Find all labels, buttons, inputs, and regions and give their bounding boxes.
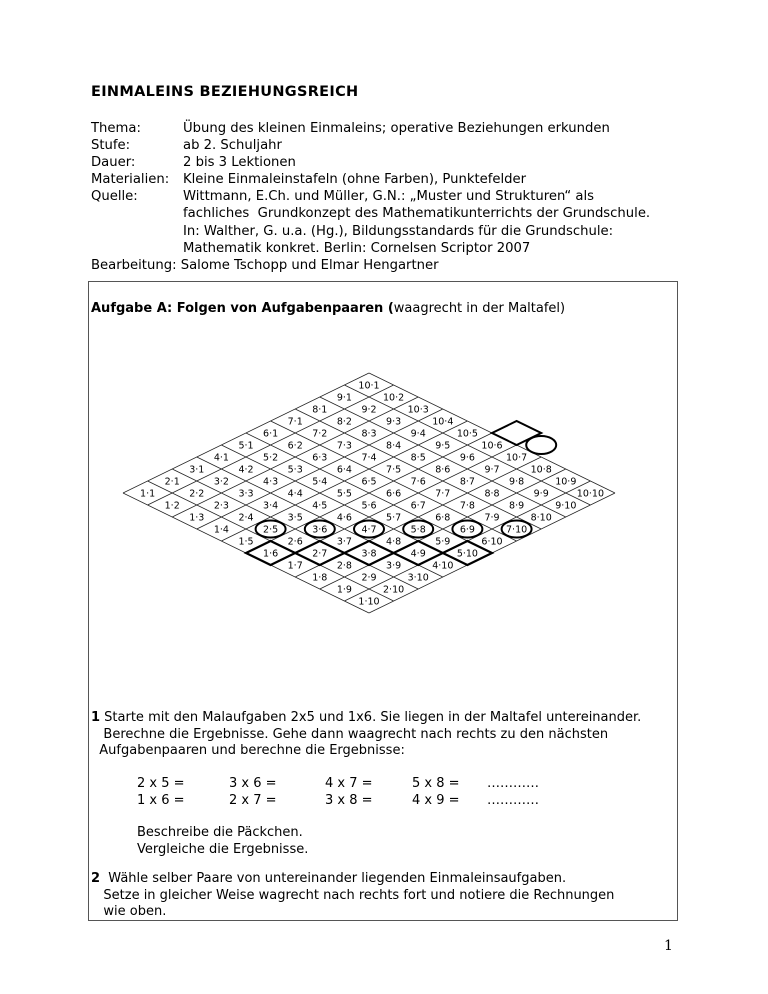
table-cell-label: 10·5 [456,428,478,440]
table-cell-label: 7·7 [435,488,451,500]
meta-value: 2 bis 3 Lektionen [183,155,296,171]
meta-value: Übung des kleinen Einmaleins; operative Beziehungen erkunden [183,121,610,136]
table-cell-label: 6·4 [336,464,352,476]
table-cell-label: 9·7 [484,464,500,476]
meta-value: ab 2. Schuljahr [183,138,282,154]
table-cell-label: 4·2 [238,464,254,476]
table-cell-label: 3·3 [238,488,254,500]
question-text: Aufgabenpaaren und berechne die Ergebnisse: [91,743,405,758]
equation: 2 x 7 = [229,793,277,808]
meta-value: In: Walther, G. u.a. (Hg.), Bildungsstandards für die Grundschule: [183,223,614,239]
table-cell-label: 7·5 [386,464,402,476]
table-cell-label: 10·6 [481,440,503,452]
meta-stufe [91,137,650,154]
table-cell-label: 2·7 [312,548,328,560]
table-cell-label: 5·2 [263,452,279,464]
table-cell-label: 10·2 [383,392,405,404]
meta-value: Wittmann, E.Ch. und Müller, G.N.: „Muster und Strukturen“ als [183,189,595,205]
table-cell-label: 9·3 [386,416,402,428]
table-cell-label: 7·1 [287,416,303,428]
table-cell-label: 4·7 [361,524,377,536]
meta-value: Mathematik konkret. Berlin: Cornelsen Scriptor 2007 [183,240,531,256]
table-cell-label: 3·2 [213,476,229,488]
table-cell-label: 5·10 [456,548,478,560]
table-cell-label: 3·9 [386,560,402,572]
equation: ………… [487,793,539,808]
table-cell-label: 5·5 [336,488,352,500]
table-cell-label: 10·8 [530,464,552,476]
note-line: Vergleiche die Ergebnisse. [137,842,309,857]
table-cell-label: 7·8 [459,500,475,512]
page-number: 1 [664,938,673,954]
meta-dauer [91,154,650,171]
table-cell-label: 4·9 [410,548,426,560]
table-cell-label: 6·7 [410,500,426,512]
question-text: Starte mit den Malaufgaben 2x5 und 1x6. Sie liegen in der Maltafel untereinander. [100,710,642,725]
table-cell-label: 9·6 [459,452,475,464]
table-cell-label: 7·2 [312,428,328,440]
table-cell-label: 8·9 [509,500,525,512]
table-cell-label: 8·3 [361,428,377,440]
table-cell-label: 3·10 [407,572,429,584]
meta-thema [91,120,650,137]
question-text: Setze in gleicher Weise wagrecht nach rechts fort und notiere die Rechnungen [91,887,615,903]
table-cell-label: 1·10 [358,596,380,608]
meta-label: Stufe: [91,138,131,154]
meta-block [91,120,650,274]
table-cell-label: 10·9 [555,476,577,488]
table-cell-label: 6·3 [312,452,328,464]
table-cell-label: 1·6 [263,548,279,560]
table-cell-label: 3·1 [189,464,205,476]
table-cell-label: 8·10 [530,512,552,524]
table-cell-label: 10·3 [407,404,429,416]
table-cell-label: 1·2 [164,500,180,512]
equation: ………… [487,776,539,791]
table-cell-label: 3·7 [336,536,352,548]
question-number: 1 [91,710,101,725]
table-cell-label: 4·3 [263,476,279,488]
table-cell-label: 4·10 [432,560,454,572]
table-cell-label: 2·1 [164,476,180,488]
table-cell-label: 6·8 [435,512,451,524]
table-cell-label: 1·1 [140,488,156,500]
table-cell-label: 7·6 [410,476,426,488]
question-1 [91,710,676,760]
table-cell-label: 3·4 [263,500,279,512]
question-text: Berechne die Ergebnisse. Gehe dann waagrecht nach rechts zu den nächsten [91,726,609,742]
table-cell-label: 2·10 [383,584,405,596]
task-box [88,281,678,921]
table-cell-label: 5·1 [238,440,254,452]
table-cell-label: 1·8 [312,572,328,584]
table-cell-label: 5·6 [361,500,377,512]
table-cell-label: 1·7 [287,560,303,572]
table-cell-label: 3·5 [287,512,303,524]
equation: 4 x 7 = [325,776,373,791]
table-cell-label: 7·4 [361,452,377,464]
equation: 3 x 6 = [229,776,277,791]
meta-label: Dauer: [91,155,136,171]
table-cell-label: 8·8 [484,488,500,500]
table-cell-label: 8·6 [435,464,451,476]
table-cell-label: 2·3 [213,500,229,512]
table-cell-label: 8·7 [459,476,475,488]
table-cell-label: 9·2 [361,404,377,416]
table-cell-label: 6·1 [263,428,279,440]
table-cell-label: 1·5 [238,536,254,548]
table-cell-label: 9·10 [555,500,577,512]
page-title: EINMALEINS BEZIEHUNGSREICH [91,84,359,100]
table-cell-label: 9·8 [509,476,525,488]
table-cell-label: 8·5 [410,452,426,464]
table-cell-label: 1·4 [213,524,229,536]
table-cell-label: 2·9 [361,572,377,584]
table-cell-label: 9·9 [533,488,549,500]
table-cell-label: 2·2 [189,488,205,500]
table-cell-label: 3·6 [312,524,328,536]
meta-bearbeitung: Bearbeitung: Salome Tschopp und Elmar Hengartner [91,257,439,273]
table-cell-label: 10·10 [576,488,605,500]
table-cell-label: 10·1 [358,380,380,392]
table-cell-label: 7·3 [336,440,352,452]
table-cell-label: 10·7 [506,452,528,464]
task-title-rest: waagrecht in der Maltafel) [393,301,566,316]
question-text: wie oben. [91,904,167,919]
notes-block [137,824,308,858]
table-cell-label: 5·4 [312,476,328,488]
meta-label: Thema: [91,121,141,136]
table-cell-label: 4·8 [386,536,402,548]
table-cell-label: 2·4 [238,512,254,524]
table-cell-label: 6·2 [287,440,303,452]
table-cell-label: 7·10 [506,524,528,536]
equation: 1 x 6 = [137,793,185,808]
table-cell-label: 6·5 [361,476,377,488]
table-cell-label: 4·1 [213,452,229,464]
table-cell-label: 7·9 [484,512,500,524]
table-cell-label: 8·1 [312,404,328,416]
meta-value: Kleine Einmaleinstafeln (ohne Farben), Punktefelder [183,172,527,188]
table-cell-label: 9·4 [410,428,426,440]
meta-label: Materialien: [91,172,170,188]
table-cell-label: 6·10 [481,536,503,548]
meta-label: Quelle: [91,189,138,205]
meta-materialien [91,171,650,188]
table-cell-label: 8·4 [386,440,402,452]
equation: 3 x 8 = [325,793,373,808]
equation: 4 x 9 = [412,793,460,808]
table-cell-label: 1·9 [336,584,352,596]
table-cell-label: 5·3 [287,464,303,476]
table-cell-label: 5·9 [435,536,451,548]
table-cell-label: 4·4 [287,488,303,500]
table-cell-label: 4·6 [336,512,352,524]
table-cell-label: 5·8 [410,524,426,536]
table-cell-label: 10·4 [432,416,454,428]
note-line: Beschreibe die Päckchen. [137,825,303,840]
table-cell-label: 6·9 [459,524,475,536]
table-cell-label: 8·2 [336,416,352,428]
table-cell-label: 2·5 [263,524,279,536]
equation: 5 x 8 = [412,776,460,791]
multiplication-table-diagram [89,282,679,682]
question-text: Wähle selber Paare von untereinander liegenden Einmaleinsaufgaben. [100,871,567,886]
table-cell-label: 2·6 [287,536,303,548]
meta-quelle [91,188,650,205]
meta-value: fachliches Grundkonzept des Mathematikunterrichts der Grundschule. [183,206,651,222]
question-2 [91,871,676,921]
task-title-bold: Aufgabe A: Folgen von Aufgabenpaaren ( [91,301,394,316]
table-cell-label: 6·6 [386,488,402,500]
question-number: 2 [91,871,101,886]
table-cell-label: 5·7 [386,512,402,524]
table-cell-label: 2·8 [336,560,352,572]
equation: 2 x 5 = [137,776,185,791]
table-cell-label: 9·1 [336,392,352,404]
table-cell-label: 1·3 [189,512,205,524]
table-cell-label: 4·5 [312,500,328,512]
table-cell-label: 3·8 [361,548,377,560]
table-cell-label: 9·5 [435,440,451,452]
